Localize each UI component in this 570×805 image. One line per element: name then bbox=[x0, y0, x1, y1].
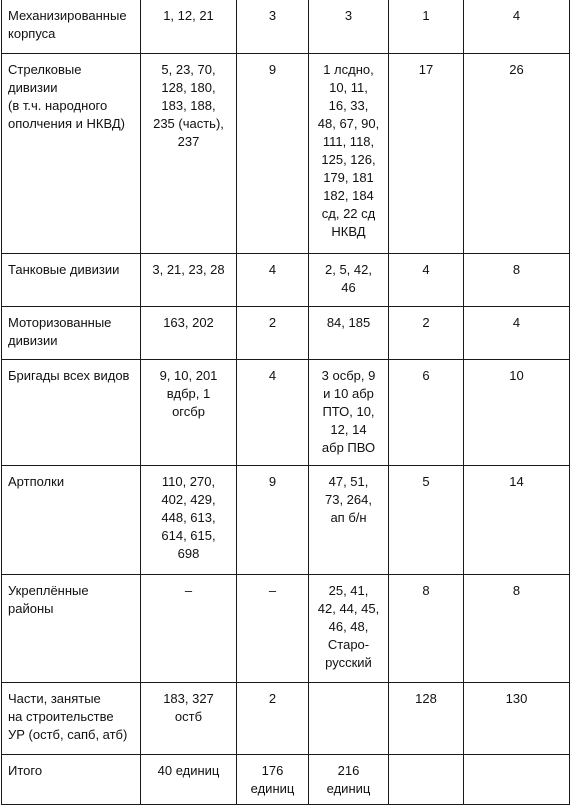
table-cell: 3 bbox=[309, 0, 389, 53]
table-row bbox=[2, 0, 570, 53]
table-row bbox=[2, 306, 570, 359]
table-cell: 9 bbox=[237, 53, 309, 253]
table-cell: 84, 185 bbox=[309, 306, 389, 359]
table-cell: 8 bbox=[464, 574, 570, 682]
table-row bbox=[2, 53, 570, 253]
table-cell: 10 bbox=[464, 359, 570, 465]
table-cell: 9 bbox=[237, 465, 309, 574]
table-cell bbox=[464, 754, 570, 804]
table-cell: 47, 51, 73, 264, ап б/н bbox=[309, 465, 389, 574]
table-cell: 26 bbox=[464, 53, 570, 253]
table-cell: 216 единиц bbox=[309, 754, 389, 804]
row-label: Итого bbox=[2, 754, 141, 804]
table-cell: – bbox=[237, 574, 309, 682]
table-cell: 5 bbox=[389, 465, 464, 574]
units-table bbox=[1, 0, 570, 805]
table-row bbox=[2, 253, 570, 306]
row-label: Стрелковые дивизии (в т.ч. народного ополчения и НКВД) bbox=[2, 53, 141, 253]
table-row bbox=[2, 465, 570, 574]
row-label: Танковые дивизии bbox=[2, 253, 141, 306]
table-cell: 110, 270, 402, 429, 448, 613, 614, 615, 698 bbox=[141, 465, 237, 574]
table-cell: 8 bbox=[389, 574, 464, 682]
table-row bbox=[2, 682, 570, 754]
table-cell: 176 единиц bbox=[237, 754, 309, 804]
table-cell: – bbox=[141, 574, 237, 682]
table-cell: 130 bbox=[464, 682, 570, 754]
table-row bbox=[2, 754, 570, 804]
table-cell: 3, 21, 23, 28 bbox=[141, 253, 237, 306]
table-cell: 4 bbox=[237, 253, 309, 306]
table-cell: 128 bbox=[389, 682, 464, 754]
row-label: Части, занятые на строительстве УР (остб, сапб, атб) bbox=[2, 682, 141, 754]
row-label: Механизированные корпуса bbox=[2, 0, 141, 53]
row-label: Бригады всех видов bbox=[2, 359, 141, 465]
table-row bbox=[2, 574, 570, 682]
table-cell: 3 bbox=[237, 0, 309, 53]
table-cell: 9, 10, 201 вдбр, 1 огсбр bbox=[141, 359, 237, 465]
table-cell bbox=[309, 682, 389, 754]
table-cell: 2 bbox=[237, 682, 309, 754]
table-cell: 2 bbox=[389, 306, 464, 359]
table-cell: 8 bbox=[464, 253, 570, 306]
table-cell: 2, 5, 42, 46 bbox=[309, 253, 389, 306]
table-cell: 5, 23, 70, 128, 180, 183, 188, 235 (часть), 237 bbox=[141, 53, 237, 253]
table-cell: 14 bbox=[464, 465, 570, 574]
table-cell: 2 bbox=[237, 306, 309, 359]
table-cell bbox=[389, 754, 464, 804]
table-cell: 40 единиц bbox=[141, 754, 237, 804]
table-cell: 183, 327 остб bbox=[141, 682, 237, 754]
table-cell: 1 bbox=[389, 0, 464, 53]
table-cell: 1 лсдно, 10, 11, 16, 33, 48, 67, 90, 111, 118, 125, 126, 179, 181 182, 184 сд, 22 сд НКВД bbox=[309, 53, 389, 253]
table-cell: 1, 12, 21 bbox=[141, 0, 237, 53]
table-cell: 163, 202 bbox=[141, 306, 237, 359]
row-label: Артполки bbox=[2, 465, 141, 574]
table-cell: 6 bbox=[389, 359, 464, 465]
table-cell: 3 осбр, 9 и 10 абр ПТО, 10, 12, 14 абр ПВО bbox=[309, 359, 389, 465]
table-cell: 4 bbox=[464, 306, 570, 359]
table-cell: 4 bbox=[389, 253, 464, 306]
row-label: Моторизованные дивизии bbox=[2, 306, 141, 359]
row-label: Укреплённые районы bbox=[2, 574, 141, 682]
table-cell: 4 bbox=[237, 359, 309, 465]
table-cell: 17 bbox=[389, 53, 464, 253]
table-cell: 25, 41, 42, 44, 45, 46, 48, Старо- русский bbox=[309, 574, 389, 682]
table-cell: 4 bbox=[464, 0, 570, 53]
table-row bbox=[2, 359, 570, 465]
